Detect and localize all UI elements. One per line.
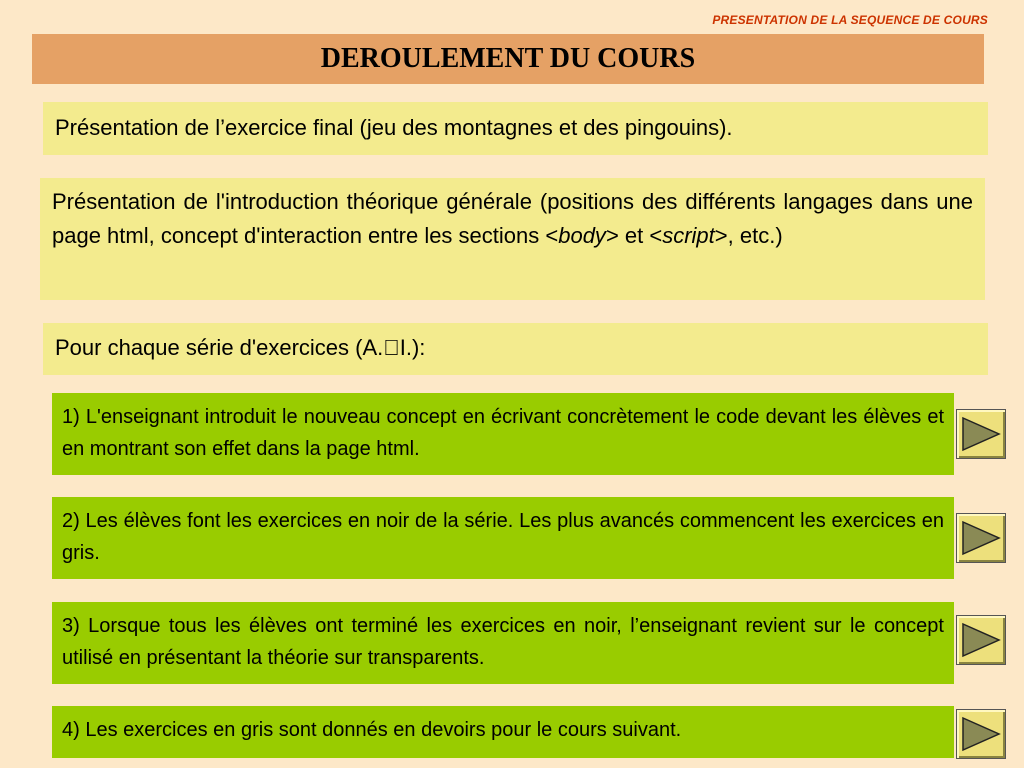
theory-intro-text-after: >, etc.) — [714, 223, 783, 248]
step-2-text: 2) Les élèves font les exercices en noir de la série. Les plus avancés commencent les exercices en gris. — [62, 510, 944, 564]
final-exercise-text: Présentation de l’exercice final (jeu des montagnes et des pingouins). — [55, 115, 733, 140]
play-triangle-icon — [961, 416, 1001, 452]
theory-intro-box — [40, 178, 985, 300]
play-triangle-icon — [961, 716, 1001, 752]
step-1-text: 1) L'enseignant introduit le nouveau concept en écrivant concrètement le code devant les élèves et en montrant son effet dans la page html. — [62, 406, 944, 460]
step-3-text: 3) Lorsque tous les élèves ont terminé les exercices en noir, l’enseignant revient sur le concept utilisé en présentant la théorie sur transparents. — [62, 615, 944, 669]
series-heading-text: Pour chaque série d'exercices (A. I.): — [55, 335, 426, 360]
step-3-box — [52, 602, 954, 684]
step-4-box — [52, 706, 954, 758]
page-title: DEROULEMENT DU COURS — [320, 43, 696, 74]
play-triangle-icon — [961, 622, 1001, 658]
series-heading-box — [43, 323, 988, 375]
theory-intro-text-mid: > et < — [605, 223, 663, 248]
section-label: PRESENTATION DE LA SEQUENCE DE COURS — [712, 13, 988, 27]
step-1-box — [52, 393, 954, 475]
title-bar — [32, 34, 984, 84]
step-3-play-button[interactable] — [956, 615, 1006, 665]
step-4-play-button[interactable] — [956, 709, 1006, 759]
theory-intro-tag-body: body — [558, 223, 606, 248]
play-triangle-icon — [961, 520, 1001, 556]
step-2-play-button[interactable] — [956, 513, 1006, 563]
step-1-play-button[interactable] — [956, 409, 1006, 459]
final-exercise-box — [43, 102, 988, 155]
theory-intro-tag-script: script — [662, 223, 715, 248]
step-4-text: 4) Les exercices en gris sont donnés en devoirs pour le cours suivant. — [62, 719, 682, 741]
step-2-box — [52, 497, 954, 579]
theory-intro-text-before: Présentation de l'introduction théorique générale (positions des différents langages dans une page html, concept d'interaction entre les sections < — [52, 189, 973, 248]
